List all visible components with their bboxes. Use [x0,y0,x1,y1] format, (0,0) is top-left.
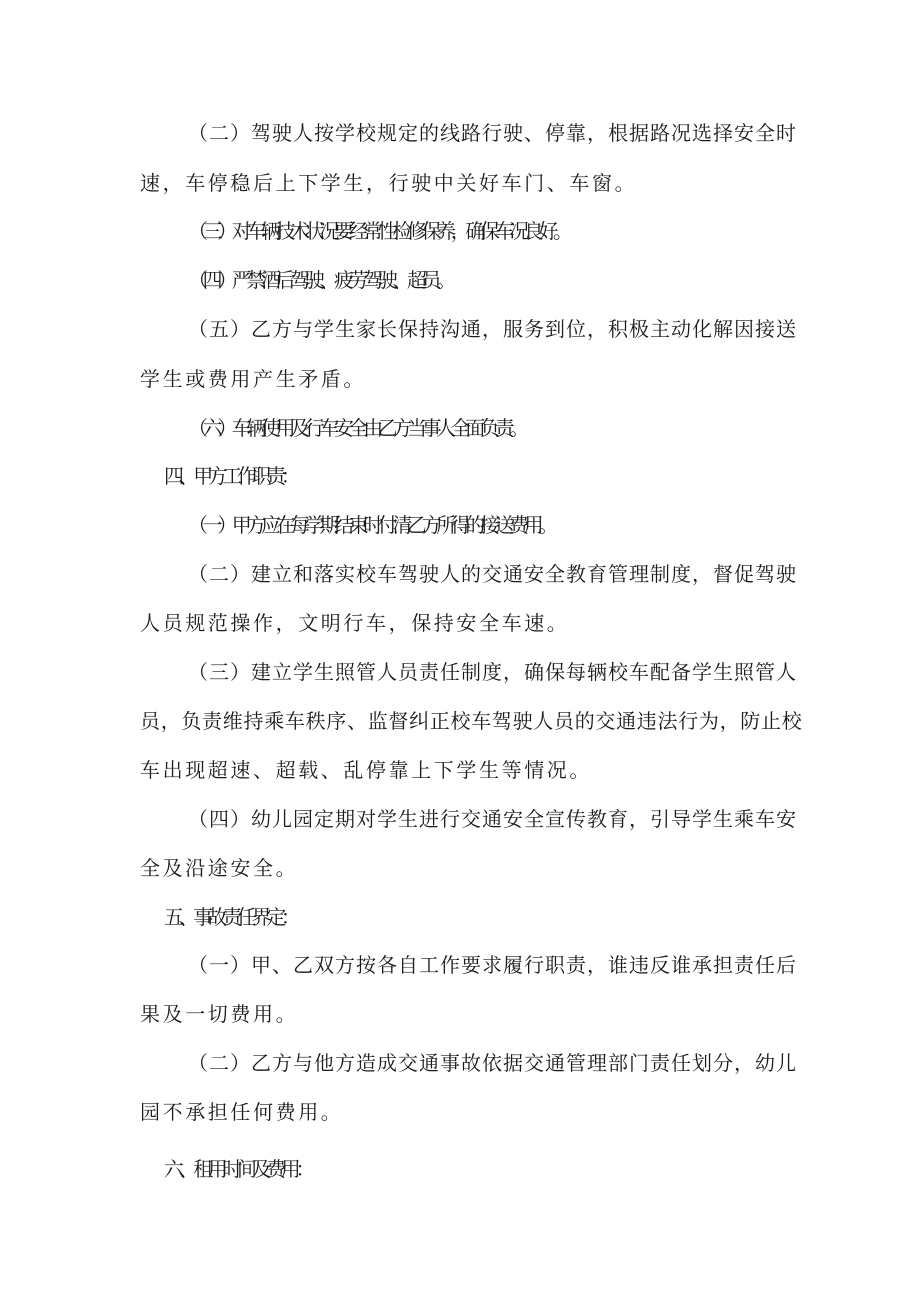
paragraph-line: 员，负责维持乘车秩序、监督纠正校车驾驶人员的交通违法行为，防止校 [140,709,803,733]
paragraph-line: 果及一切费用。 [140,1002,299,1026]
section-heading: 六、租用时间及费用： [164,1157,310,1181]
paragraph-line: （四）幼儿园定期对学生进行交通安全宣传教育，引导学生乘车安 [188,807,797,831]
paragraph-line: （一）甲方应在每学期结束时付清乙方所得的接送费用。 [188,513,553,537]
paragraph-line: 车出现超速、超载、乱停靠上下学生等情况。 [140,758,592,782]
paragraph-line: （六）车辆使用及行车安全由乙方当事人全面负责。 [188,416,524,440]
paragraph-line: （二）乙方与他方造成交通事故依据交通管理部门责任划分，幼儿 [188,1051,797,1075]
paragraph-line: （四）严禁酒后驾驶、疲劳驾驶、超员。 [188,268,451,292]
paragraph-line: 速，车停稳后上下学生，行驶中关好车门、车窗。 [140,171,638,195]
section-heading: 四、甲方工作职责： [164,464,296,488]
paragraph-line: （二）驾驶人按学校规定的线路行驶、停靠，根据路况选择安全时 [188,121,797,145]
paragraph-line: （三）建立学生照管人员责任制度，确保每辆校车配备学生照管人 [188,660,797,684]
paragraph-line: （三）对车辆技术状况要经常性检修保养，确保车况良好。 [188,219,568,243]
paragraph-line: 全及沿途安全。 [140,856,299,880]
paragraph-line: 学生或费用产生矛盾。 [140,367,366,391]
paragraph-line: 人员规范操作，文明行车，保持安全车速。 [140,611,570,635]
section-heading: 五、事故责任界定： [164,905,296,929]
paragraph-line: （二）建立和落实校车驾驶人的交通安全教育管理制度，督促驾驶 [188,562,797,586]
paragraph-line: （五）乙方与学生家长保持沟通，服务到位，积极主动化解因接送 [188,317,797,341]
paragraph-line: 园不承担任何费用。 [140,1100,344,1124]
paragraph-line: （一）甲、乙双方按各自工作要求履行职责，谁违反谁承担责任后 [188,953,797,977]
